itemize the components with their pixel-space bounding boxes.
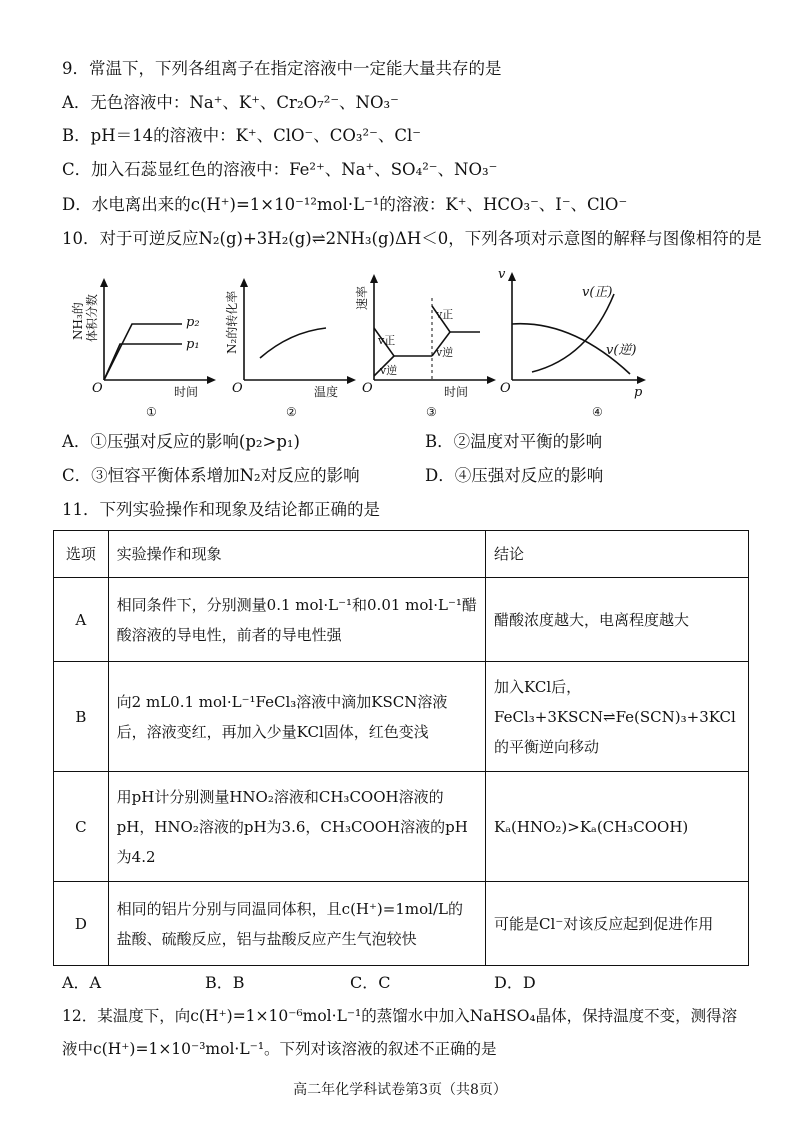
q11-answer-c: C．C: [350, 973, 391, 992]
fig3-label: ③: [426, 405, 437, 419]
table-row: [54, 662, 749, 772]
table-header-row: [54, 531, 749, 578]
figure-3: [355, 262, 510, 422]
table-row: [54, 772, 749, 882]
q11-table: [53, 530, 749, 966]
fig2-origin: O: [232, 381, 243, 396]
row-b-operation: 向2 mL0.1 mol·L⁻¹FeCl₃溶液中滴加KSCN溶液后，溶液变红，再加入少量KCl固体，红色变浅: [108, 662, 485, 772]
row-a-key: A: [54, 578, 109, 662]
fig1-ylabel-2: 体积分数: [85, 293, 99, 342]
q11-answer-a: A．A: [62, 973, 102, 992]
fig1-y-arrow-icon: [100, 278, 108, 287]
q10-option-a: A．①压强对反应的影响(p₂>p₁): [62, 432, 300, 451]
fig4-series-reverse: v(逆): [606, 343, 637, 358]
fig4-origin: O: [500, 381, 511, 396]
figure-2: [225, 262, 370, 422]
q9-option-d: D．水电离出来的c(H⁺)=1×10⁻¹²mol·L⁻¹的溶液：K⁺、HCO₃⁻、I⁻、ClO⁻: [62, 195, 628, 214]
fig1-series-p1: p₁: [186, 337, 200, 352]
row-c-operation: 用pH计分别测量HNO₂溶液和CH₃COOH溶液的pH，HNO₂溶液的pH为3.6，CH₃COOH溶液的pH为4.2: [108, 772, 485, 882]
fig1-ylabel-1: NH₃的: [71, 302, 85, 340]
q9-option-c: C．加入石蕊显红色的溶液中：Fe²⁺、Na⁺、SO₄²⁻、NO₃⁻: [62, 160, 498, 179]
fig2-x-arrow-icon: [347, 376, 356, 384]
fig1-label: ①: [146, 405, 157, 419]
row-d-key: D: [54, 882, 109, 966]
row-c-key: C: [54, 772, 109, 882]
row-c-conclusion: Kₐ(HNO₂)>Kₐ(CH₃COOH): [486, 772, 749, 882]
q12-line-1: 12．某温度下，向c(H⁺)=1×10⁻⁶mol·L⁻¹的蒸馏水中加入NaHSO₄晶体，保持温度不变，测得溶: [62, 1007, 738, 1025]
fig4-x-arrow-icon: [637, 376, 646, 384]
row-a-operation: 相同条件下，分别测量0.1 mol·L⁻¹和0.01 mol·L⁻¹醋酸溶液的导电性，前者的导电性强: [108, 578, 485, 662]
fig4-xlabel: p: [634, 385, 643, 400]
fig2-xlabel: 温度: [314, 385, 339, 399]
q10-option-d: D．④压强对反应的影响: [425, 466, 604, 485]
q11-stem: 11．下列实验操作和现象及结论都正确的是: [62, 500, 380, 519]
fig4-ylabel: v: [498, 267, 506, 282]
fig1-curve-p1: [104, 344, 182, 380]
fig2-ylabel: N₂的转化率: [225, 290, 239, 354]
fig2-y-arrow-icon: [240, 278, 248, 287]
fig1-origin: O: [92, 381, 103, 396]
table-header-key: 选项: [54, 531, 109, 578]
q9-stem: 9．常温下，下列各组离子在指定溶液中一定能大量共存的是: [62, 59, 502, 78]
table-row: [54, 882, 749, 966]
page-footer: 高二年化学科试卷第3页（共8页）: [293, 1082, 507, 1098]
fig3-series-v-reverse-1: v逆: [380, 364, 398, 377]
q10-figures: [70, 262, 750, 422]
table-row: [54, 578, 749, 662]
table-header-operation: 实验操作和现象: [108, 531, 485, 578]
row-b-key: B: [54, 662, 109, 772]
table-header-conclusion: 结论: [486, 531, 749, 578]
q11-answer-b: B．B: [205, 973, 245, 992]
fig3-series-v-reverse-2: v逆: [436, 346, 454, 359]
fig4-curve-forward: [532, 294, 614, 372]
q10-stem: 10．对于可逆反应N₂(g)+3H₂(g)⇌2NH₃(g)ΔH＜0，下列各项对示意图的解释与图像相符的是: [62, 229, 762, 248]
fig1-x-arrow-icon: [207, 376, 216, 384]
fig3-series-v-forward-1: v正: [378, 334, 396, 347]
fig3-origin: O: [362, 381, 373, 396]
fig3-xlabel: 时间: [444, 385, 469, 399]
q10-option-c: C．③恒容平衡体系增加N₂对反应的影响: [62, 466, 360, 485]
fig1-series-p2: p₂: [186, 315, 200, 330]
row-d-conclusion: 可能是Cl⁻对该反应起到促进作用: [486, 882, 749, 966]
q10-option-b: B．②温度对平衡的影响: [425, 432, 603, 451]
q12-line-2: 液中c(H⁺)=1×10⁻³mol·L⁻¹。下列对该溶液的叙述不正确的是: [62, 1040, 497, 1058]
fig1-xlabel: 时间: [174, 385, 199, 399]
fig2-curve: [260, 328, 326, 358]
row-d-operation: 相同的铝片分别与同温同体积，且c(H⁺)=1mol/L的盐酸、硫酸反应，铝与盐酸反应产生气泡较快: [108, 882, 485, 966]
q9-option-a: A．无色溶液中：Na⁺、K⁺、Cr₂O₇²⁻、NO₃⁻: [62, 93, 399, 112]
q9-option-b: B．pH＝14的溶液中：K⁺、ClO⁻、CO₃²⁻、Cl⁻: [62, 126, 421, 145]
fig4-y-arrow-icon: [508, 272, 516, 281]
q11-answer-d: D．D: [494, 973, 536, 992]
fig3-ylabel: 速率: [355, 285, 369, 310]
figure-1: [70, 262, 220, 422]
row-a-conclusion: 醋酸浓度越大，电离程度越大: [486, 578, 749, 662]
row-b-conclusion: 加入KCl后，FeCl₃+3KSCN⇌Fe(SCN)₃+3KCl的平衡逆向移动: [486, 662, 749, 772]
fig4-series-forward: v(正): [582, 285, 613, 300]
fig3-series-v-forward-2: v正: [436, 308, 454, 321]
fig2-label: ②: [286, 405, 297, 419]
fig4-label: ④: [592, 405, 603, 419]
fig3-y-arrow-icon: [370, 274, 378, 283]
figure-4: [498, 262, 662, 422]
fig3-x-arrow-icon: [487, 376, 496, 384]
